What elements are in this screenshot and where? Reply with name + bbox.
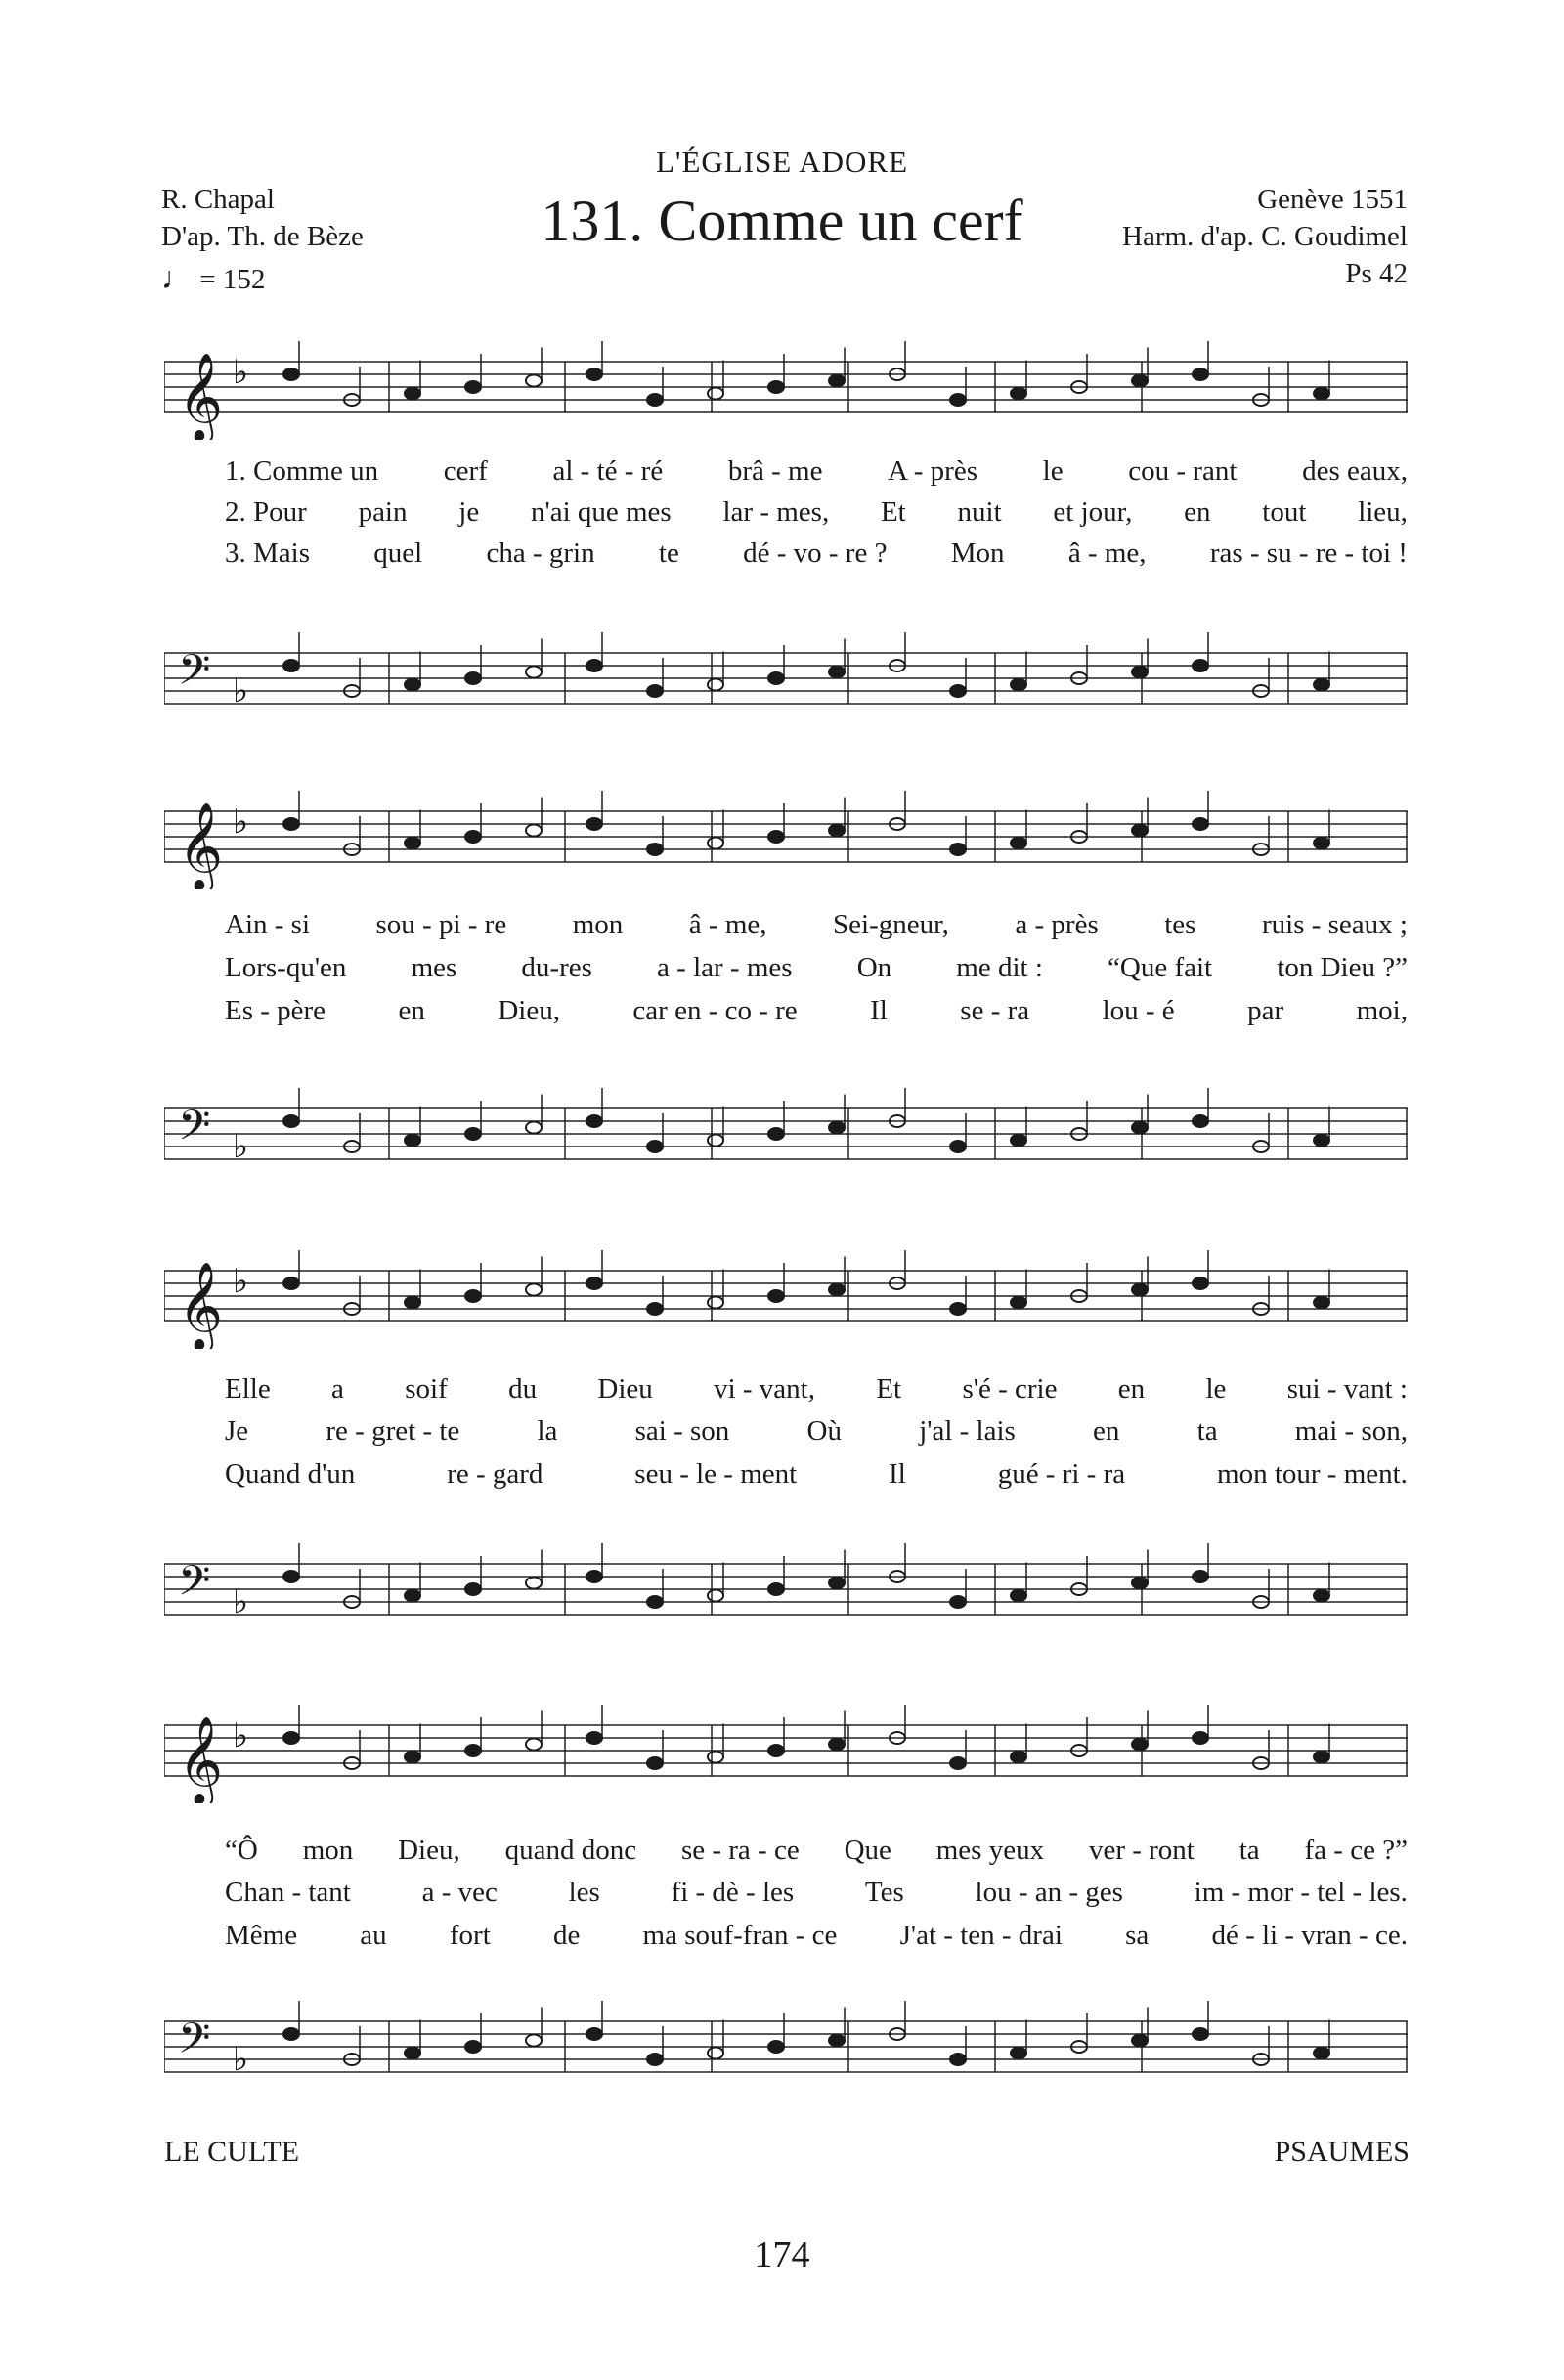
bass-staff-1-lines <box>164 624 1408 731</box>
lyric-word: ruis - seaux ; <box>1261 909 1408 940</box>
lyric-word: 2. Pour <box>225 497 307 528</box>
lyric-word: dé - li - vran - ce. <box>1211 1920 1408 1951</box>
notehead <box>283 818 299 830</box>
lyric-word: de <box>552 1920 581 1951</box>
bass-staff-1 <box>164 624 1408 731</box>
notehead <box>829 375 845 387</box>
lyric-word: mes <box>411 952 457 983</box>
flat-key-signature-icon: ♭ <box>233 1127 249 1166</box>
treble-staff-2-lines <box>164 782 1408 889</box>
bass-clef-icon: 𝄢 <box>178 2014 211 2073</box>
notehead <box>526 825 542 837</box>
lyric-word: lieu, <box>1358 497 1408 528</box>
treble-clef-icon: 𝄞 <box>178 1716 224 1803</box>
notehead <box>283 2028 299 2040</box>
lyric-word: soif <box>405 1373 448 1405</box>
notehead <box>465 831 481 843</box>
lyric-word: mon tour - ment. <box>1217 1458 1408 1490</box>
notehead <box>586 368 602 380</box>
notehead <box>708 679 723 691</box>
lyric-word: sa <box>1125 1920 1150 1951</box>
lyric-word: tout <box>1262 497 1307 528</box>
lyric-word: fa - ce ?” <box>1304 1835 1408 1866</box>
lyric-word: Dieu, <box>398 1835 460 1866</box>
treble-clef-icon: 𝄞 <box>178 353 224 440</box>
notehead <box>708 1752 723 1763</box>
lyric-word: 1. Comme un <box>225 455 379 487</box>
notehead <box>829 1739 845 1751</box>
lyric-word: lar - mes, <box>722 497 830 528</box>
lyric-verse-1-line-3 <box>225 1373 1408 1406</box>
notehead <box>768 831 784 843</box>
bass-clef-icon: 𝄢 <box>178 1102 211 1160</box>
lyric-word: du <box>508 1373 538 1405</box>
lyric-word: s'é - crie <box>962 1373 1058 1405</box>
notehead <box>829 1284 845 1296</box>
notehead <box>768 672 784 684</box>
notehead <box>1193 2028 1208 2040</box>
lyric-word: Dieu <box>597 1373 653 1405</box>
source-credit: Genève 1551 <box>1257 184 1408 215</box>
lyric-word: ta <box>1196 1415 1218 1447</box>
footer-right: PSAUMES <box>1274 2136 1410 2168</box>
notehead <box>1132 667 1148 678</box>
lyric-word: mai - son, <box>1294 1415 1408 1447</box>
lyric-word: se - ra - ce <box>680 1835 800 1866</box>
bass-clef-icon: 𝄢 <box>178 1557 211 1616</box>
lyric-word: Mon <box>950 538 1005 569</box>
notehead <box>465 1745 481 1756</box>
lyric-word: “Que fait <box>1108 952 1213 983</box>
treble-staff-1 <box>164 332 1408 440</box>
lyric-word: Il <box>870 995 888 1026</box>
notehead <box>1011 1297 1026 1309</box>
lyric-word: â - me, <box>688 909 767 940</box>
notehead <box>1314 1752 1329 1763</box>
lyric-word: Et <box>876 1373 902 1405</box>
lyric-word: Sei-gneur, <box>833 909 949 940</box>
notehead <box>647 844 663 855</box>
lyric-verse-2-line-4 <box>225 1877 1408 1909</box>
adaptation-credit: D'ap. Th. de Bèze <box>161 221 364 252</box>
notehead <box>708 838 723 849</box>
lyric-word: par <box>1247 995 1284 1026</box>
lyric-word: Quand d'un <box>225 1458 356 1490</box>
notehead <box>586 660 602 671</box>
lyric-word: sai - son <box>634 1415 730 1447</box>
lyric-word: re - gret - te <box>326 1415 460 1447</box>
lyric-word: a - vec <box>421 1877 498 1908</box>
notehead <box>1314 2048 1329 2059</box>
notehead <box>1011 388 1026 400</box>
lyric-word: Es - père <box>225 995 326 1026</box>
notehead <box>950 685 966 697</box>
harmony-credit: Harm. d'ap. C. Goudimel <box>1122 221 1408 252</box>
flat-key-signature-icon: ♭ <box>233 1262 249 1301</box>
lyric-word: al - té - ré <box>552 455 664 487</box>
notehead <box>708 2048 723 2059</box>
tempo-value: = 152 <box>199 264 266 295</box>
notehead <box>465 2041 481 2053</box>
notehead <box>768 381 784 393</box>
lyric-word: ton Dieu ?” <box>1277 952 1408 983</box>
notehead <box>647 1596 663 1608</box>
notehead <box>708 1297 723 1309</box>
lyric-word: le <box>1205 1373 1227 1405</box>
notehead <box>526 2035 542 2047</box>
lyric-word: cerf <box>443 455 488 487</box>
notehead <box>1011 838 1026 849</box>
notehead <box>1132 1578 1148 1589</box>
bass-staff-2-lines <box>164 1079 1408 1187</box>
treble-staff-2 <box>164 782 1408 889</box>
notehead <box>1193 1277 1208 1289</box>
notehead <box>1132 1739 1148 1751</box>
bass-staff-2 <box>164 1079 1408 1187</box>
bass-staff-3-lines <box>164 1535 1408 1642</box>
lyric-word: Tes <box>864 1877 904 1908</box>
lyric-word: au <box>360 1920 387 1951</box>
notehead <box>1132 825 1148 837</box>
lyric-word: Je <box>225 1415 249 1447</box>
treble-staff-4-lines <box>164 1696 1408 1803</box>
notehead <box>1193 1732 1208 1744</box>
treble-clef-icon: 𝄞 <box>178 1262 224 1349</box>
notehead <box>405 679 420 691</box>
notehead <box>1193 818 1208 830</box>
notehead <box>405 1135 420 1147</box>
lyric-word: et jour, <box>1053 497 1133 528</box>
lyric-verse-1-line-4 <box>225 1835 1408 1867</box>
lyric-word: sui - vant : <box>1286 1373 1408 1405</box>
lyric-word: Même <box>225 1920 298 1951</box>
notehead <box>768 1583 784 1595</box>
lyric-verse-3-line-2 <box>225 995 1408 1027</box>
treble-staff-1-lines <box>164 332 1408 440</box>
notehead <box>950 1596 966 1608</box>
notehead <box>283 660 299 671</box>
lyric-word: ma souf-fran - ce <box>642 1920 838 1951</box>
lyric-word: j'al - lais <box>919 1415 1016 1447</box>
notehead <box>1011 2048 1026 2059</box>
lyric-word: des eaux, <box>1302 455 1408 487</box>
notehead <box>950 394 966 406</box>
section-heading: L'ÉGLISE ADORE <box>655 145 909 179</box>
notehead <box>465 381 481 393</box>
notehead <box>1011 679 1026 691</box>
notehead <box>768 1745 784 1756</box>
lyric-word: “Ô <box>225 1835 258 1866</box>
lyric-word: ver - ront <box>1088 1835 1195 1866</box>
lyric-word: cou - rant <box>1128 455 1238 487</box>
notehead <box>526 1739 542 1751</box>
notehead <box>586 818 602 830</box>
lyric-word: gué - ri - ra <box>997 1458 1126 1490</box>
notehead <box>708 388 723 400</box>
flat-key-signature-icon: ♭ <box>233 2040 249 2079</box>
tempo-marking <box>161 260 265 296</box>
notehead <box>950 844 966 855</box>
lyric-word: Il <box>889 1458 906 1490</box>
notehead <box>526 1284 542 1296</box>
notehead <box>768 2041 784 2053</box>
lyric-word: seu - le - ment <box>634 1458 798 1490</box>
notehead <box>405 1752 420 1763</box>
lyric-word: se - ra <box>960 995 1030 1026</box>
notehead <box>647 1757 663 1769</box>
lyric-word: les <box>568 1877 600 1908</box>
lyric-word: dé - vo - re ? <box>743 538 888 569</box>
lyric-word: fi - dè - les <box>671 1877 795 1908</box>
lyric-verse-3-line-3 <box>225 1458 1408 1491</box>
notehead <box>586 1732 602 1744</box>
notehead <box>1193 1115 1208 1127</box>
lyric-word: J'at - ten - drai <box>899 1920 1063 1951</box>
lyric-word: moi, <box>1356 995 1408 1026</box>
lyric-verse-2-line-3 <box>225 1415 1408 1448</box>
lyric-word: lou - é <box>1102 995 1175 1026</box>
footer-left: LE CULTE <box>164 2136 300 2168</box>
lyric-word: cha - grin <box>486 538 595 569</box>
notehead <box>1314 1135 1329 1147</box>
lyric-word: Ain - si <box>225 909 310 940</box>
notehead <box>283 1571 299 1582</box>
lyric-word: A - près <box>888 455 978 487</box>
notehead <box>283 1277 299 1289</box>
notehead <box>1011 1135 1026 1147</box>
notehead <box>586 1571 602 1582</box>
treble-staff-3 <box>164 1241 1408 1349</box>
notehead <box>405 388 420 400</box>
notehead <box>950 1303 966 1315</box>
bass-staff-3 <box>164 1535 1408 1642</box>
bass-staff-4 <box>164 1992 1408 2099</box>
lyric-word: n'ai que mes <box>530 497 672 528</box>
lyric-word: quand donc <box>504 1835 637 1866</box>
lyric-word: tes <box>1164 909 1196 940</box>
notehead <box>1193 368 1208 380</box>
lyric-verse-1-line-2 <box>225 909 1408 941</box>
notehead <box>647 1141 663 1152</box>
notehead <box>950 2054 966 2065</box>
notehead <box>708 1590 723 1602</box>
notehead <box>465 1290 481 1302</box>
lyric-word: car en - co - re <box>632 995 798 1026</box>
treble-clef-icon: 𝄞 <box>178 802 224 889</box>
lyric-word: me dit : <box>956 952 1043 983</box>
notehead <box>647 685 663 697</box>
lyric-word: ras - su - re - toi ! <box>1209 538 1408 569</box>
treble-staff-3-lines <box>164 1241 1408 1349</box>
notehead <box>1193 1571 1208 1582</box>
lyric-word: nuit <box>957 497 1002 528</box>
notehead <box>1193 660 1208 671</box>
flat-key-signature-icon: ♭ <box>233 802 249 842</box>
lyric-word: Elle <box>225 1373 271 1405</box>
lyric-word: a - près <box>1015 909 1099 940</box>
lyric-word: a <box>331 1373 344 1405</box>
lyric-word: quel <box>373 538 423 569</box>
notehead <box>1314 1297 1329 1309</box>
bass-staff-4-lines <box>164 1992 1408 2099</box>
lyric-word: en <box>398 995 425 1026</box>
page-number: 174 <box>754 2234 810 2275</box>
notehead <box>1314 679 1329 691</box>
flat-key-signature-icon: ♭ <box>233 1582 249 1622</box>
flat-key-signature-icon: ♭ <box>233 671 249 711</box>
notehead <box>1011 1752 1026 1763</box>
notehead <box>586 1115 602 1127</box>
lyric-word: mon <box>572 909 624 940</box>
notehead <box>405 2048 420 2059</box>
notehead <box>1011 1590 1026 1602</box>
lyric-word: je <box>458 497 480 528</box>
flat-key-signature-icon: ♭ <box>233 353 249 392</box>
bass-clef-icon: 𝄢 <box>178 646 211 705</box>
lyric-word: en <box>1184 497 1211 528</box>
notehead <box>405 1590 420 1602</box>
lyric-word: ta <box>1238 1835 1260 1866</box>
notehead <box>405 1297 420 1309</box>
lyric-word: Dieu, <box>498 995 560 1026</box>
notehead <box>1314 1590 1329 1602</box>
notehead <box>1132 375 1148 387</box>
notehead <box>1132 1122 1148 1134</box>
treble-staff-4 <box>164 1696 1408 1803</box>
notehead <box>768 1128 784 1140</box>
notehead <box>647 2054 663 2065</box>
lyric-word: mon <box>302 1835 354 1866</box>
notehead <box>1314 838 1329 849</box>
lyric-word: pain <box>358 497 408 528</box>
lyric-word: Chan - tant <box>225 1877 351 1908</box>
notehead <box>1132 2035 1148 2047</box>
lyric-word: re - gard <box>447 1458 543 1490</box>
quarter-note-icon: ♩ <box>161 260 193 295</box>
notehead <box>526 1122 542 1134</box>
flat-key-signature-icon: ♭ <box>233 1716 249 1755</box>
lyric-word: im - mor - tel - les. <box>1194 1877 1408 1908</box>
notehead <box>829 1122 845 1134</box>
lyric-word: On <box>856 952 892 983</box>
notehead <box>526 375 542 387</box>
lyric-verse-2-line-1 <box>225 497 1408 529</box>
notehead <box>829 1578 845 1589</box>
notehead <box>829 2035 845 2047</box>
notehead <box>465 1583 481 1595</box>
notehead <box>829 667 845 678</box>
notehead <box>647 394 663 406</box>
lyric-verse-1-line-1 <box>225 455 1408 488</box>
notehead <box>950 1141 966 1152</box>
lyric-word: te <box>658 538 679 569</box>
lyric-word: le <box>1042 455 1064 487</box>
notehead <box>1314 388 1329 400</box>
notehead <box>526 1578 542 1589</box>
lyric-word: a - lar - mes <box>657 952 793 983</box>
lyric-word: Que <box>844 1835 891 1866</box>
lyric-word: en <box>1093 1415 1120 1447</box>
notehead <box>1132 1284 1148 1296</box>
notehead <box>950 1757 966 1769</box>
lyric-word: fort <box>449 1920 491 1951</box>
lyric-word: vi - vant, <box>714 1373 815 1405</box>
lyric-verse-3-line-4 <box>225 1920 1408 1952</box>
lyric-word: mes yeux <box>935 1835 1045 1866</box>
notehead <box>768 1290 784 1302</box>
lyric-word: la <box>537 1415 558 1447</box>
notehead <box>465 672 481 684</box>
notehead <box>526 667 542 678</box>
lyric-word: brâ - me <box>727 455 823 487</box>
notehead <box>405 838 420 849</box>
notehead <box>283 1115 299 1127</box>
lyric-word: â - me, <box>1067 538 1147 569</box>
notehead <box>283 368 299 380</box>
psalm-reference: Ps 42 <box>1345 258 1408 289</box>
lyric-word: Lors-qu'en <box>225 952 347 983</box>
lyric-verse-2-line-2 <box>225 952 1408 984</box>
notehead <box>647 1303 663 1315</box>
notehead <box>708 1135 723 1147</box>
lyric-word: lou - an - ges <box>975 1877 1123 1908</box>
notehead <box>586 1277 602 1289</box>
lyric-word: 3. Mais <box>225 538 310 569</box>
lyric-word: Où <box>806 1415 842 1447</box>
hymn-title: 131. Comme un cerf <box>541 189 1023 253</box>
lyric-word: en <box>1117 1373 1146 1405</box>
lyric-word: sou - pi - re <box>375 909 507 940</box>
lyric-word: Et <box>880 497 906 528</box>
notehead <box>586 2028 602 2040</box>
notehead <box>465 1128 481 1140</box>
author-credit: R. Chapal <box>161 184 275 215</box>
notehead <box>283 1732 299 1744</box>
notehead <box>829 825 845 837</box>
lyric-word: du-res <box>521 952 592 983</box>
lyric-verse-3-line-1 <box>225 538 1408 570</box>
